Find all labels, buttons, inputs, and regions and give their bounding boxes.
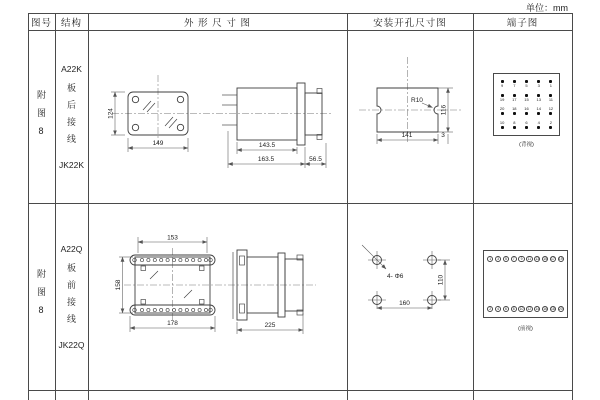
- dim-edge: 3: [441, 132, 445, 139]
- dim-side-body: 143.5: [258, 142, 276, 149]
- terminal-circle: 16: [543, 306, 547, 311]
- model-label: A22K: [61, 64, 82, 74]
- pin-number: 1: [549, 83, 553, 89]
- row1-mounting-drawing: [347, 31, 473, 203]
- terminal-pin: [545, 121, 557, 129]
- dim-hole-height: 110: [437, 274, 445, 286]
- pin-number: 3: [537, 83, 540, 89]
- dim-hole-width: 160: [399, 300, 410, 307]
- pin-number: 4: [537, 119, 540, 125]
- row1-outline-drawing: [88, 31, 347, 203]
- terminal-pin: [533, 107, 545, 115]
- row2-outline-drawing: [88, 203, 347, 390]
- dim-side-rear: 56.5: [309, 156, 322, 163]
- terminal-pin: [508, 94, 520, 102]
- grid-line: [28, 390, 572, 391]
- front-view-a22q: [115, 235, 316, 333]
- terminal-top-row: [487, 256, 564, 262]
- terminal-circle: 1: [487, 256, 493, 262]
- terminal-pin: [520, 94, 532, 102]
- pin-number: 8: [513, 119, 516, 125]
- terminal-circle: 17: [551, 257, 555, 261]
- terminal-circle: 13: [535, 257, 540, 261]
- pin-number: 14: [536, 106, 541, 112]
- header-mounting: 安装开孔尺寸图: [373, 17, 447, 29]
- row1-fig-no: [28, 31, 55, 203]
- pin-number: 19: [499, 96, 505, 102]
- pin-number: 2: [549, 119, 553, 125]
- terminal-pin: [545, 107, 557, 115]
- terminal-circle: 12: [527, 306, 532, 311]
- pin-dot: [525, 112, 528, 115]
- dim-front-top-width: 153: [167, 234, 178, 242]
- pin-dot: [501, 126, 504, 129]
- terminal-pin-row: [496, 94, 557, 102]
- pin-number: 18: [512, 106, 517, 112]
- grid-line: [572, 13, 573, 400]
- terminal-pin: [533, 80, 545, 88]
- terminal-pin: [545, 80, 557, 88]
- pin-dot: [537, 126, 540, 129]
- dim-holes-label: 4- Φ6: [387, 273, 404, 280]
- pin-number: 6: [525, 119, 528, 125]
- terminal-view-label-row2: (前视): [518, 326, 533, 332]
- header-structure: 结构: [60, 17, 82, 29]
- terminal-pin: [508, 80, 520, 88]
- pin-number: 17: [512, 96, 517, 102]
- row2-structure: [55, 203, 88, 390]
- terminal-pin-row: [496, 80, 557, 88]
- dim-front-bottom-width: 178: [167, 320, 178, 327]
- pin-number: 12: [548, 106, 554, 112]
- pin-dot: [537, 112, 540, 115]
- dim-front-width: 149: [152, 140, 164, 147]
- pin-number: 11: [548, 96, 553, 102]
- model-label: A22Q: [60, 243, 83, 254]
- mounting-cutout-a22k: [359, 57, 461, 144]
- terminal-pin: [533, 121, 545, 129]
- terminal-circle: 20: [558, 306, 563, 311]
- terminal-pin: [520, 80, 532, 88]
- terminal-pin: [496, 121, 508, 129]
- fig-no-text: 附图8: [36, 269, 46, 324]
- terminal-pin: [520, 107, 532, 115]
- terminal-diagram-jk22q: [483, 250, 568, 318]
- terminal-pin: [496, 107, 508, 115]
- terminal-bottom-row: [487, 306, 564, 312]
- pin-number: 16: [524, 106, 529, 112]
- pin-dot: [513, 112, 516, 115]
- pin-number: 5: [525, 83, 528, 89]
- terminal-pin: [545, 94, 557, 102]
- terminal-circle: 5: [503, 256, 509, 262]
- pin-number: 10: [499, 119, 505, 125]
- pin-dot: [501, 112, 504, 115]
- terminal-circle: 3: [495, 256, 501, 262]
- terminal-pin: [496, 80, 508, 88]
- front-view-a22k: [108, 75, 332, 152]
- relay-label: JK22K: [58, 160, 85, 170]
- dim-radius-label: R10: [411, 97, 423, 104]
- header-fig-no: 图号: [30, 17, 52, 29]
- terminal-circle: 15: [543, 257, 547, 261]
- terminal-circle: 14: [535, 306, 540, 311]
- terminal-pin: [508, 121, 520, 129]
- hole-bottom-left: [368, 291, 386, 309]
- unit-label: 单位：mm: [526, 3, 568, 13]
- mounting-holes-a22q: [362, 245, 450, 309]
- grid-line: [473, 13, 474, 400]
- pin-dot: [525, 126, 528, 129]
- terminal-view-label-row1: (背视): [519, 142, 534, 148]
- pin-dot: [549, 126, 552, 129]
- header-outline: 外 形 尺 寸 图: [183, 17, 252, 29]
- pin-dot: [549, 112, 552, 115]
- pin-number: 13: [536, 96, 541, 102]
- dim-side-length: 225: [264, 322, 276, 329]
- pin-number: 20: [499, 106, 505, 112]
- row2-fig-no: [28, 203, 55, 390]
- dim-front-height: 124: [107, 108, 115, 119]
- terminal-circle: 7: [511, 256, 517, 262]
- pin-number: 7: [513, 83, 516, 89]
- terminal-pin-row: [496, 107, 557, 115]
- terminal-diagram-jk22k: [493, 73, 560, 136]
- side-view-a22q: [233, 250, 303, 334]
- terminal-pin: [496, 94, 508, 102]
- fig-no-text: 附图8: [36, 89, 46, 145]
- terminal-pin: [533, 94, 545, 102]
- terminal-circle: 18: [551, 306, 555, 311]
- side-view-a22k: [222, 83, 326, 168]
- pin-dot: [513, 126, 516, 129]
- pin-number: 15: [524, 96, 529, 102]
- wiring-label: 板后接线: [66, 83, 76, 151]
- terminal-circle: 19: [558, 257, 563, 261]
- row1-structure: [55, 31, 88, 203]
- wiring-label: 板前接线: [66, 262, 76, 331]
- terminal-pin-row: [496, 121, 557, 129]
- terminal-pin: [520, 121, 532, 129]
- dim-side-total: 163.5: [257, 156, 275, 163]
- dim-front-height: 158: [115, 279, 122, 291]
- header-terminal: 端子图: [506, 17, 539, 29]
- terminal-circle: 6: [503, 306, 509, 312]
- dim-cut-height: 116: [440, 104, 448, 116]
- terminal-circle: 11: [527, 257, 532, 261]
- terminal-circle: 8: [511, 306, 517, 312]
- pin-number: 9: [500, 83, 504, 89]
- row2-mounting-drawing: [347, 203, 473, 390]
- relay-label: JK22Q: [58, 339, 85, 350]
- dim-cut-width: 141: [401, 132, 413, 139]
- terminal-circle: 9: [518, 256, 524, 262]
- bottom-terminal-strip: [133, 308, 213, 312]
- terminal-circle: 2: [487, 306, 493, 312]
- terminal-circle: 10: [519, 306, 524, 311]
- terminal-circle: 4: [495, 306, 501, 312]
- terminal-pin: [508, 107, 520, 115]
